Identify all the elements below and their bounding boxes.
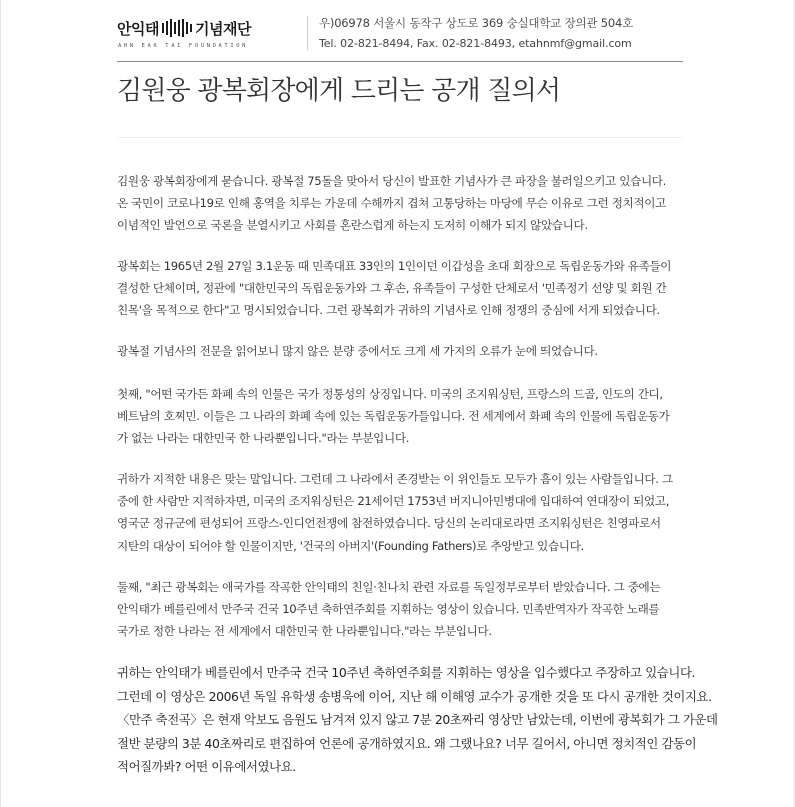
paragraph-line: 귀하가 지적한 내용은 맞는 말입니다. 그런데 그 나라에서 존경받는 이 위인들도 모두가 흠이 있는 사람들입니다. 그 xyxy=(117,472,673,486)
paragraph-7 xyxy=(117,661,718,779)
paragraph-line: 온 국민이 코로나19로 인해 홍역을 치루는 가운데 수해까지 겹쳐 고통당하는 마당에 무슨 이유로 그런 정치적이고 xyxy=(117,196,666,211)
paragraph-6 xyxy=(117,576,685,643)
paragraph-line: 베트남의 호찌민. 이들은 그 나라의 화폐 속에 있는 독립운동가들입니다. 전 세계에서 화폐 속의 인물에 독립운동가 xyxy=(117,409,670,424)
paragraph-2 xyxy=(117,255,685,322)
paragraph-line: 둘째, "최근 광복회는 애국가를 작곡한 안익태의 친일·친나치 관련 자료를 독일정부로부터 받았습니다. 그 중에는 xyxy=(117,580,661,594)
contact-info: Tel. 02-821-8494, Fax. 02-821-8493, etahnmf@gmail.com xyxy=(319,37,632,50)
paragraph-line: 김원웅 광복회장에게 묻습니다. 광복절 75돌을 맞아서 당신이 발표한 기념사가 큰 파장을 불러일으키고 있습니다. xyxy=(117,174,666,188)
paragraph-5 xyxy=(117,468,685,557)
piano-keys-icon xyxy=(162,19,192,37)
paragraph-3 xyxy=(117,340,685,362)
paragraph-line: 영국군 정규군에 편성되어 프랑스-인디언전쟁에 참전하였습니다. 당신의 논리대로라면 조지워싱턴은 친영파로서 xyxy=(117,516,661,531)
logo-name-right: 기념재단 xyxy=(194,19,251,38)
letterhead xyxy=(117,12,683,56)
paragraph-line: 지탄의 대상이 되어야 할 인물이지만, '건국의 아버지'(Founding Fathers)로 추앙받고 있습니다. xyxy=(117,538,584,553)
paragraph-line: 광복절 기념사의 전문을 읽어보니 많지 않은 분량 중에서도 크게 세 가지의 오류가 눈에 띄었습니다. xyxy=(117,344,598,358)
paragraph-line: 귀하는 안익태가 베를린에서 만주국 건국 10주년 축하연주회를 지휘하는 영상을 입수했다고 주장하고 있습니다. xyxy=(117,665,696,680)
paragraph-line: 광복회는 1965년 2월 27일 3.1운동 때 민족대표 33인의 1인이던 이갑성을 초대 회장으로 독립운동가와 유족들이 xyxy=(117,259,672,273)
logo-wordmark xyxy=(117,16,297,40)
paragraph-line: 적어질까봐? 어떤 이유에서였나요. xyxy=(117,759,296,775)
paragraph-line: 국가로 정한 나라는 전 세계에서 대한민국 한 나라뿐입니다."라는 부분입니다. xyxy=(117,624,492,639)
logo-name-left: 안익태 xyxy=(117,19,159,38)
paragraph-line: 결성한 단체이며, 정관에 "대한민국의 독립운동가와 그 후손, 유족들이 구성한 단체로서 '민족정기 선양 및 회원 간 xyxy=(117,281,667,296)
paragraph-1 xyxy=(117,170,685,237)
paragraph-4 xyxy=(117,383,685,450)
paragraph-line: 중에 한 사람만 지적하자면, 미국의 조지워싱턴은 21세이던 1753년 버지니아민병대에 입대하여 연대장이 되었고, xyxy=(117,494,670,509)
header-divider xyxy=(117,61,683,62)
paragraph-line: 가 없는 나라는 대한민국 한 나라뿐입니다."라는 부분입니다. xyxy=(117,431,410,446)
paragraph-line: 친목'을 목적으로 한다"고 명시되었습니다. 그런 광복회가 귀하의 기념사로 인해 정쟁의 중심에 서게 되었습니다. xyxy=(117,303,660,318)
paragraph-line: 〈만주 축전곡〉은 현재 악보도 음원도 남겨져 있지 않고 7분 20초짜리 영상만 남았는데, 이번에 광복회가 그 가운데 xyxy=(117,712,718,728)
logo-subtitle: AHN EAK TAI FOUNDATION xyxy=(118,43,249,49)
paragraph-line: 그런데 이 영상은 2006년 독일 유학생 송병욱에 이어, 지난 해 이해영 교수가 공개한 것을 또 다시 공개한 것이지요. xyxy=(117,688,712,704)
document-title: 김원웅 광복회장에게 드리는 공개 질의서 xyxy=(117,76,561,106)
foundation-logo xyxy=(117,12,297,56)
paragraph-line: 첫째, "어떤 국가든 화폐 속의 인물은 국가 정통성의 상징입니다. 미국의 조지워싱턴, 프랑스의 드골, 인도의 간디, xyxy=(117,387,663,401)
letterhead-divider xyxy=(307,16,308,50)
paragraph-line: 이념적인 발언으로 국론을 분열시키고 사회를 혼란스럽게 하는지 도저히 이해가 되지 않았습니다. xyxy=(117,218,588,233)
postal-address: 우)06978 서울시 동작구 상도로 369 숭실대학교 장의관 504호 xyxy=(319,16,634,30)
paragraph-line: 안익태가 베를린에서 만주국 건국 10주년 축하연주회를 지휘하는 영상이 있습니다. 민족반역자가 작곡한 노래를 xyxy=(117,602,660,617)
paragraph-line: 절반 분량의 3분 40초짜리로 편집하여 언론에 공개하였지요. 왜 그랬나요? 너무 길어서, 아니면 정치적인 감동이 xyxy=(117,735,697,751)
title-divider xyxy=(117,137,683,138)
